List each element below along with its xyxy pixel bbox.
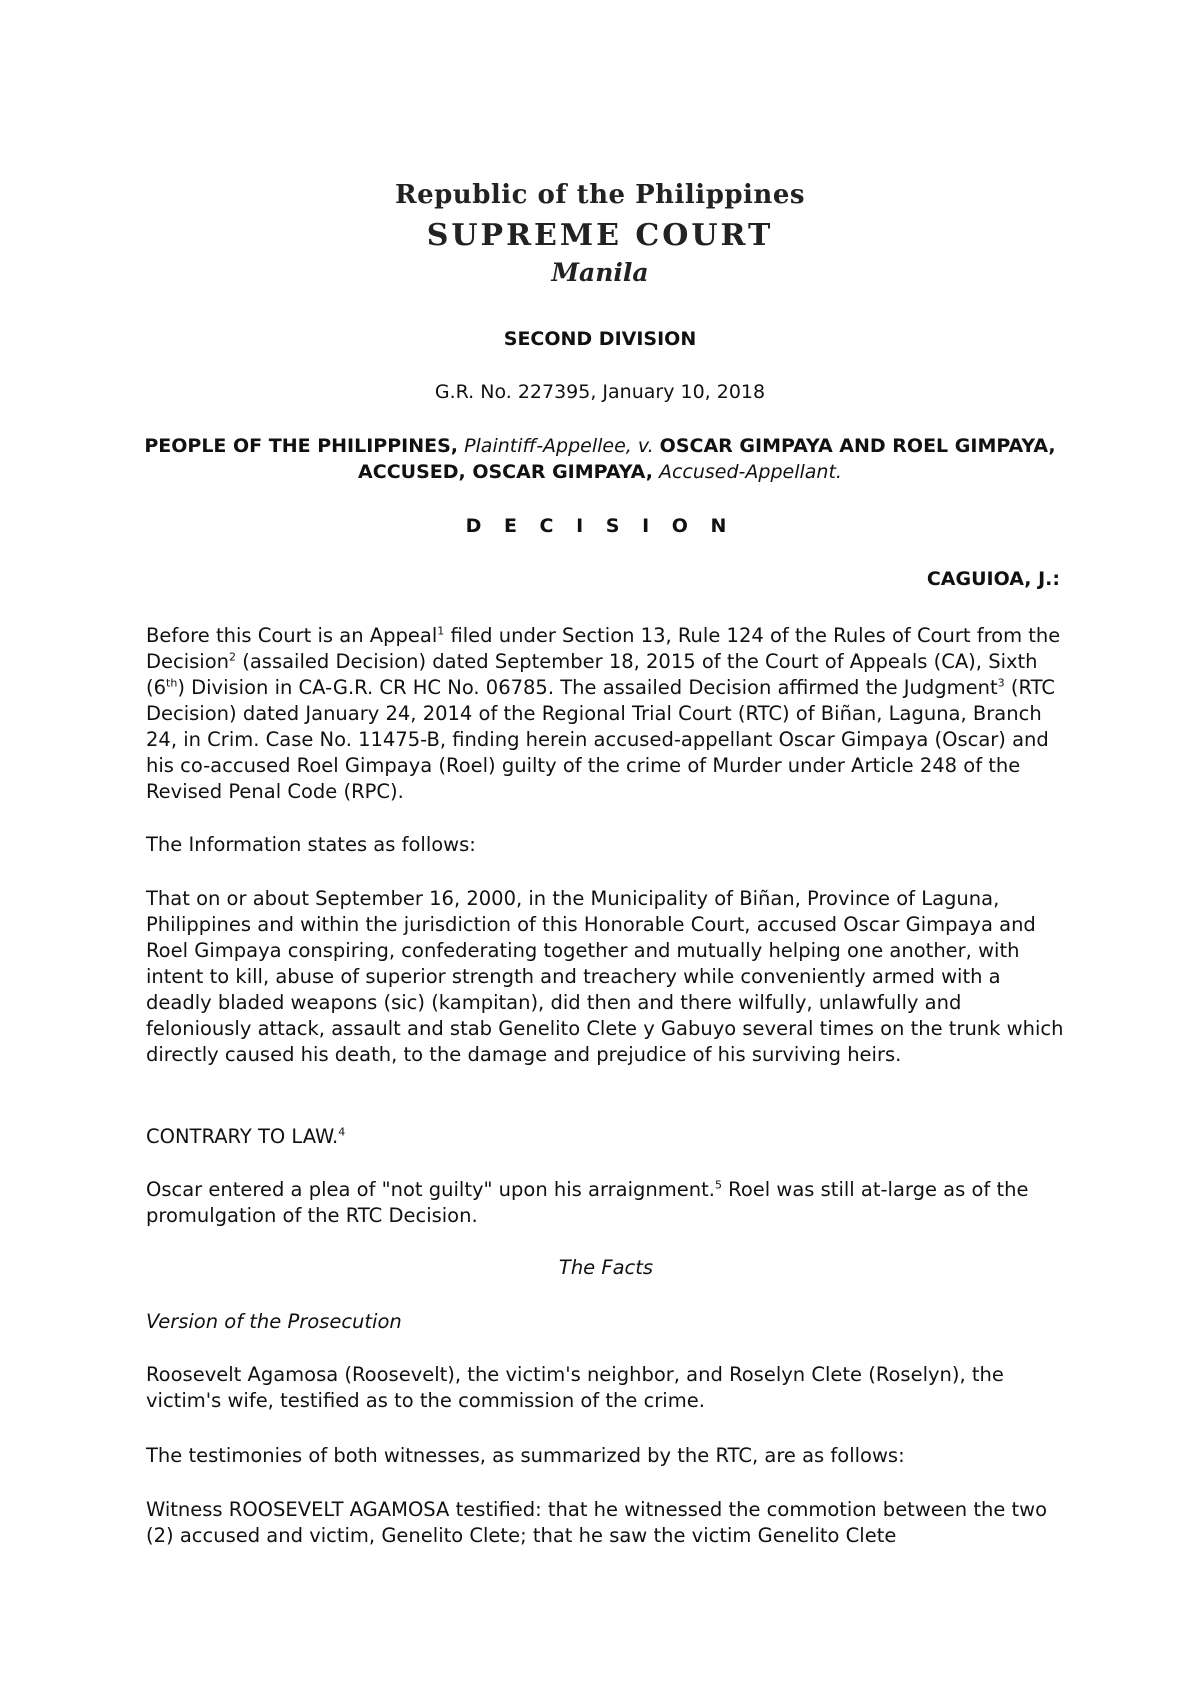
paragraph-contrary-to-law <box>146 1124 1066 1150</box>
footnote-ref-3[interactable]: 3 <box>997 676 1005 690</box>
subheading-prosecution: Version of the Prosecution <box>146 1310 402 1333</box>
text-run: CONTRARY TO LAW. <box>146 1125 339 1148</box>
footnote-ref-4[interactable]: 4 <box>338 1125 346 1139</box>
text-run: Before this Court is an Appeal <box>146 624 438 647</box>
ordinal-suffix: th <box>166 676 178 690</box>
accused-names: OSCAR GIMPAYA AND ROEL GIMPAYA, ACCUSED, OSCAR GIMPAYA, <box>358 435 1056 483</box>
paragraph-testimonies-intro: The testimonies of both witnesses, as summarized by the RTC, are as follows: <box>146 1444 905 1467</box>
text-run: (assailed Decision) dated September 18, 2015 of the Court of Appeals (CA), Sixth (6 <box>146 650 1038 699</box>
text-run: Roel was still at-large as of the promulgation of the RTC Decision. <box>146 1178 1029 1227</box>
ponente: CAGUIOA, J.: <box>926 568 1060 590</box>
text-run: (RTC Decision) dated January 24, 2014 of the Regional Trial Court (RTC) of Biñan, Laguna, Branch 24, in Crim. Case No. 11475-B, finding herein accused-appellant Oscar Gimpaya (Oscar) and his co-accused Roel Gimpaya (Roel) guilty of the crime of Murder under Article 248 of the Revised Penal Code (RPC). <box>146 676 1055 803</box>
paragraph-witnesses: Roosevelt Agamosa (Roosevelt), the victim's neighbor, and Roselyn Clete (Roselyn), the victim's wife, testified as to the commission of the crime. <box>146 1363 1004 1412</box>
text-run: ) Division in CA-G.R. CR HC No. 06785. The assailed Decision affirmed the Judgment <box>177 676 998 699</box>
plaintiff-role: Plaintiff-Appellee, v. <box>464 435 654 457</box>
paragraph-arraignment <box>146 1177 1066 1229</box>
header-republic: Republic of the Philippines <box>394 180 806 210</box>
text-run: Oscar entered a plea of "not guilty" upon his arraignment. <box>146 1178 715 1201</box>
plaintiff-name: PEOPLE OF THE PHILIPPINES, <box>144 435 459 457</box>
accused-role: Accused-Appellant. <box>658 461 842 483</box>
text-run: filed under Section 13, Rule 124 of the Rules of Court from the Decision <box>146 624 1061 673</box>
paragraph-appeal <box>146 623 1066 805</box>
paragraph-testimony-agamosa: Witness ROOSEVELT AGAMOSA testified: that he witnessed the commotion between the two (2) accused and victim, Genelito Clete; that he saw the victim Genelito Clete <box>146 1498 1048 1547</box>
footnote-ref-2[interactable]: 2 <box>229 650 237 664</box>
footnote-ref-5[interactable]: 5 <box>714 1178 722 1192</box>
header-city: Manila <box>551 258 649 287</box>
paragraph-information-intro: The Information states as follows: <box>146 833 476 856</box>
division-title: SECOND DIVISION <box>503 328 697 350</box>
footnote-ref-1[interactable]: 1 <box>437 624 445 638</box>
case-parties <box>140 433 1060 485</box>
section-heading-facts: The Facts <box>558 1256 654 1279</box>
decision-title: D E C I S I O N <box>465 515 735 537</box>
header-court: SUPREME COURT <box>426 218 774 253</box>
case-number: G.R. No. 227395, January 10, 2018 <box>434 381 766 403</box>
paragraph-information-text: That on or about September 16, 2000, in the Municipality of Biñan, Province of Laguna, Philippines and within the jurisdiction of this Honorable Court, accused Oscar Gimpaya and Roel Gimpaya conspiring, confederating together and mutually helping one another, with intent to kill, abuse of superior strength and treachery while conveniently armed with a deadly bladed weapons (sic) (kampitan), did then and there wilfully, unlawfully and feloniously attack, assault and stab Genelito Clete y Gabuyo several times on the trunk which directly caused his death, to the damage and prejudice of his surviving heirs. <box>146 887 1064 1066</box>
